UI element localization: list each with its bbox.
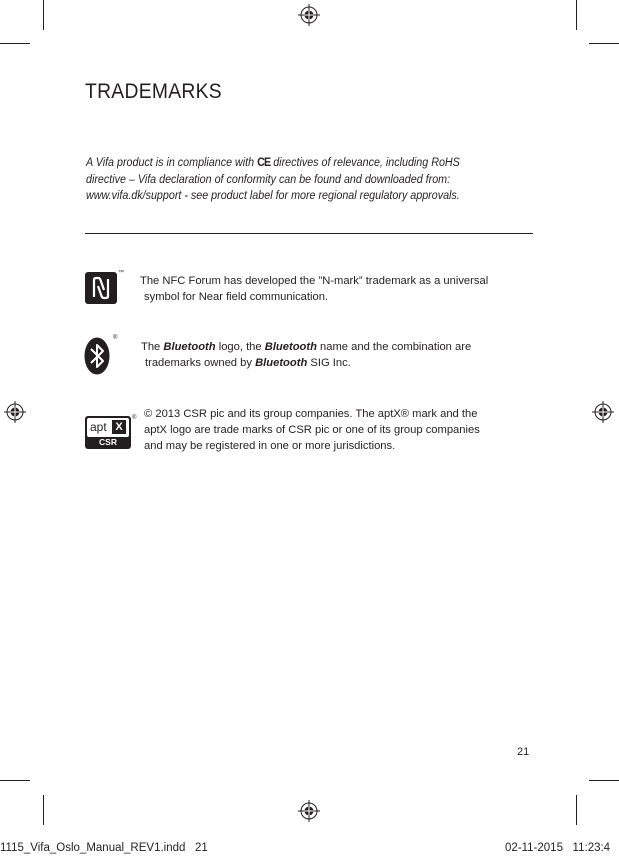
aptx-logo-csr: CSR xyxy=(99,437,117,447)
bluetooth-text xyxy=(141,339,471,371)
bluetooth-line-2: trademarks owned by Bluetooth SIG Inc. xyxy=(145,357,351,369)
page-number: 21 xyxy=(517,746,530,758)
crop-mark xyxy=(576,795,577,825)
compliance-text-start: A Vifa product is in compliance with xyxy=(86,155,255,169)
aptx-line-2: aptX logo are trade marks of CSR pic or one of its group companies xyxy=(144,424,480,436)
aptx-text xyxy=(144,406,480,454)
aptx-logo-x: X xyxy=(112,420,126,434)
aptx-line-3: and may be registered in one or more jurisdictions. xyxy=(144,440,396,452)
page-title: TRADEMARKS xyxy=(85,80,222,103)
nfc-text xyxy=(140,273,488,305)
aptx-line-1: © 2013 CSR pic and its group companies. The aptX® mark and the xyxy=(144,408,478,420)
compliance-line-3: www.vifa.dk/support - see product label for more regional regulatory approvals. xyxy=(86,188,460,202)
crop-mark xyxy=(43,0,44,30)
aptx-logo-text: apt xyxy=(90,420,107,434)
nfc-line-2: symbol for Near field communication. xyxy=(144,291,329,303)
registration-mark-icon xyxy=(298,4,320,26)
registration-mark-icon xyxy=(298,800,320,822)
crop-mark xyxy=(0,43,30,44)
compliance-text-end: directives of relevance, including RoHS xyxy=(273,155,460,169)
ce-mark: CE xyxy=(257,155,271,169)
bluetooth-logo-icon xyxy=(84,336,114,376)
divider xyxy=(85,233,533,234)
slug-filename: 1115_Vifa_Oslo_Manual_REV1.indd 21 xyxy=(0,842,208,854)
crop-mark xyxy=(576,0,577,30)
nfc-tm: ™ xyxy=(118,270,124,276)
registration-mark-icon xyxy=(4,401,26,423)
crop-mark xyxy=(589,43,619,44)
bluetooth-line-1: The Bluetooth logo, the Bluetooth name and the combination are xyxy=(141,341,472,353)
aptx-logo xyxy=(85,416,131,449)
compliance-line-1 xyxy=(86,154,535,171)
slug-timestamp: 02-11-2015 11:23:4 xyxy=(505,842,611,854)
bluetooth-reg: ® xyxy=(113,335,118,341)
crop-mark xyxy=(43,795,44,825)
compliance-line-2: directive – Vifa declaration of conformity can be found and downloaded from: xyxy=(86,171,451,186)
crop-mark xyxy=(0,780,30,781)
crop-mark xyxy=(589,780,619,781)
aptx-reg: ® xyxy=(132,415,137,421)
registration-mark-icon xyxy=(592,401,614,423)
nfc-line-1: The NFC Forum has developed the ”N-mark” trademark as a universal xyxy=(140,275,489,287)
compliance-paragraph xyxy=(86,154,535,204)
